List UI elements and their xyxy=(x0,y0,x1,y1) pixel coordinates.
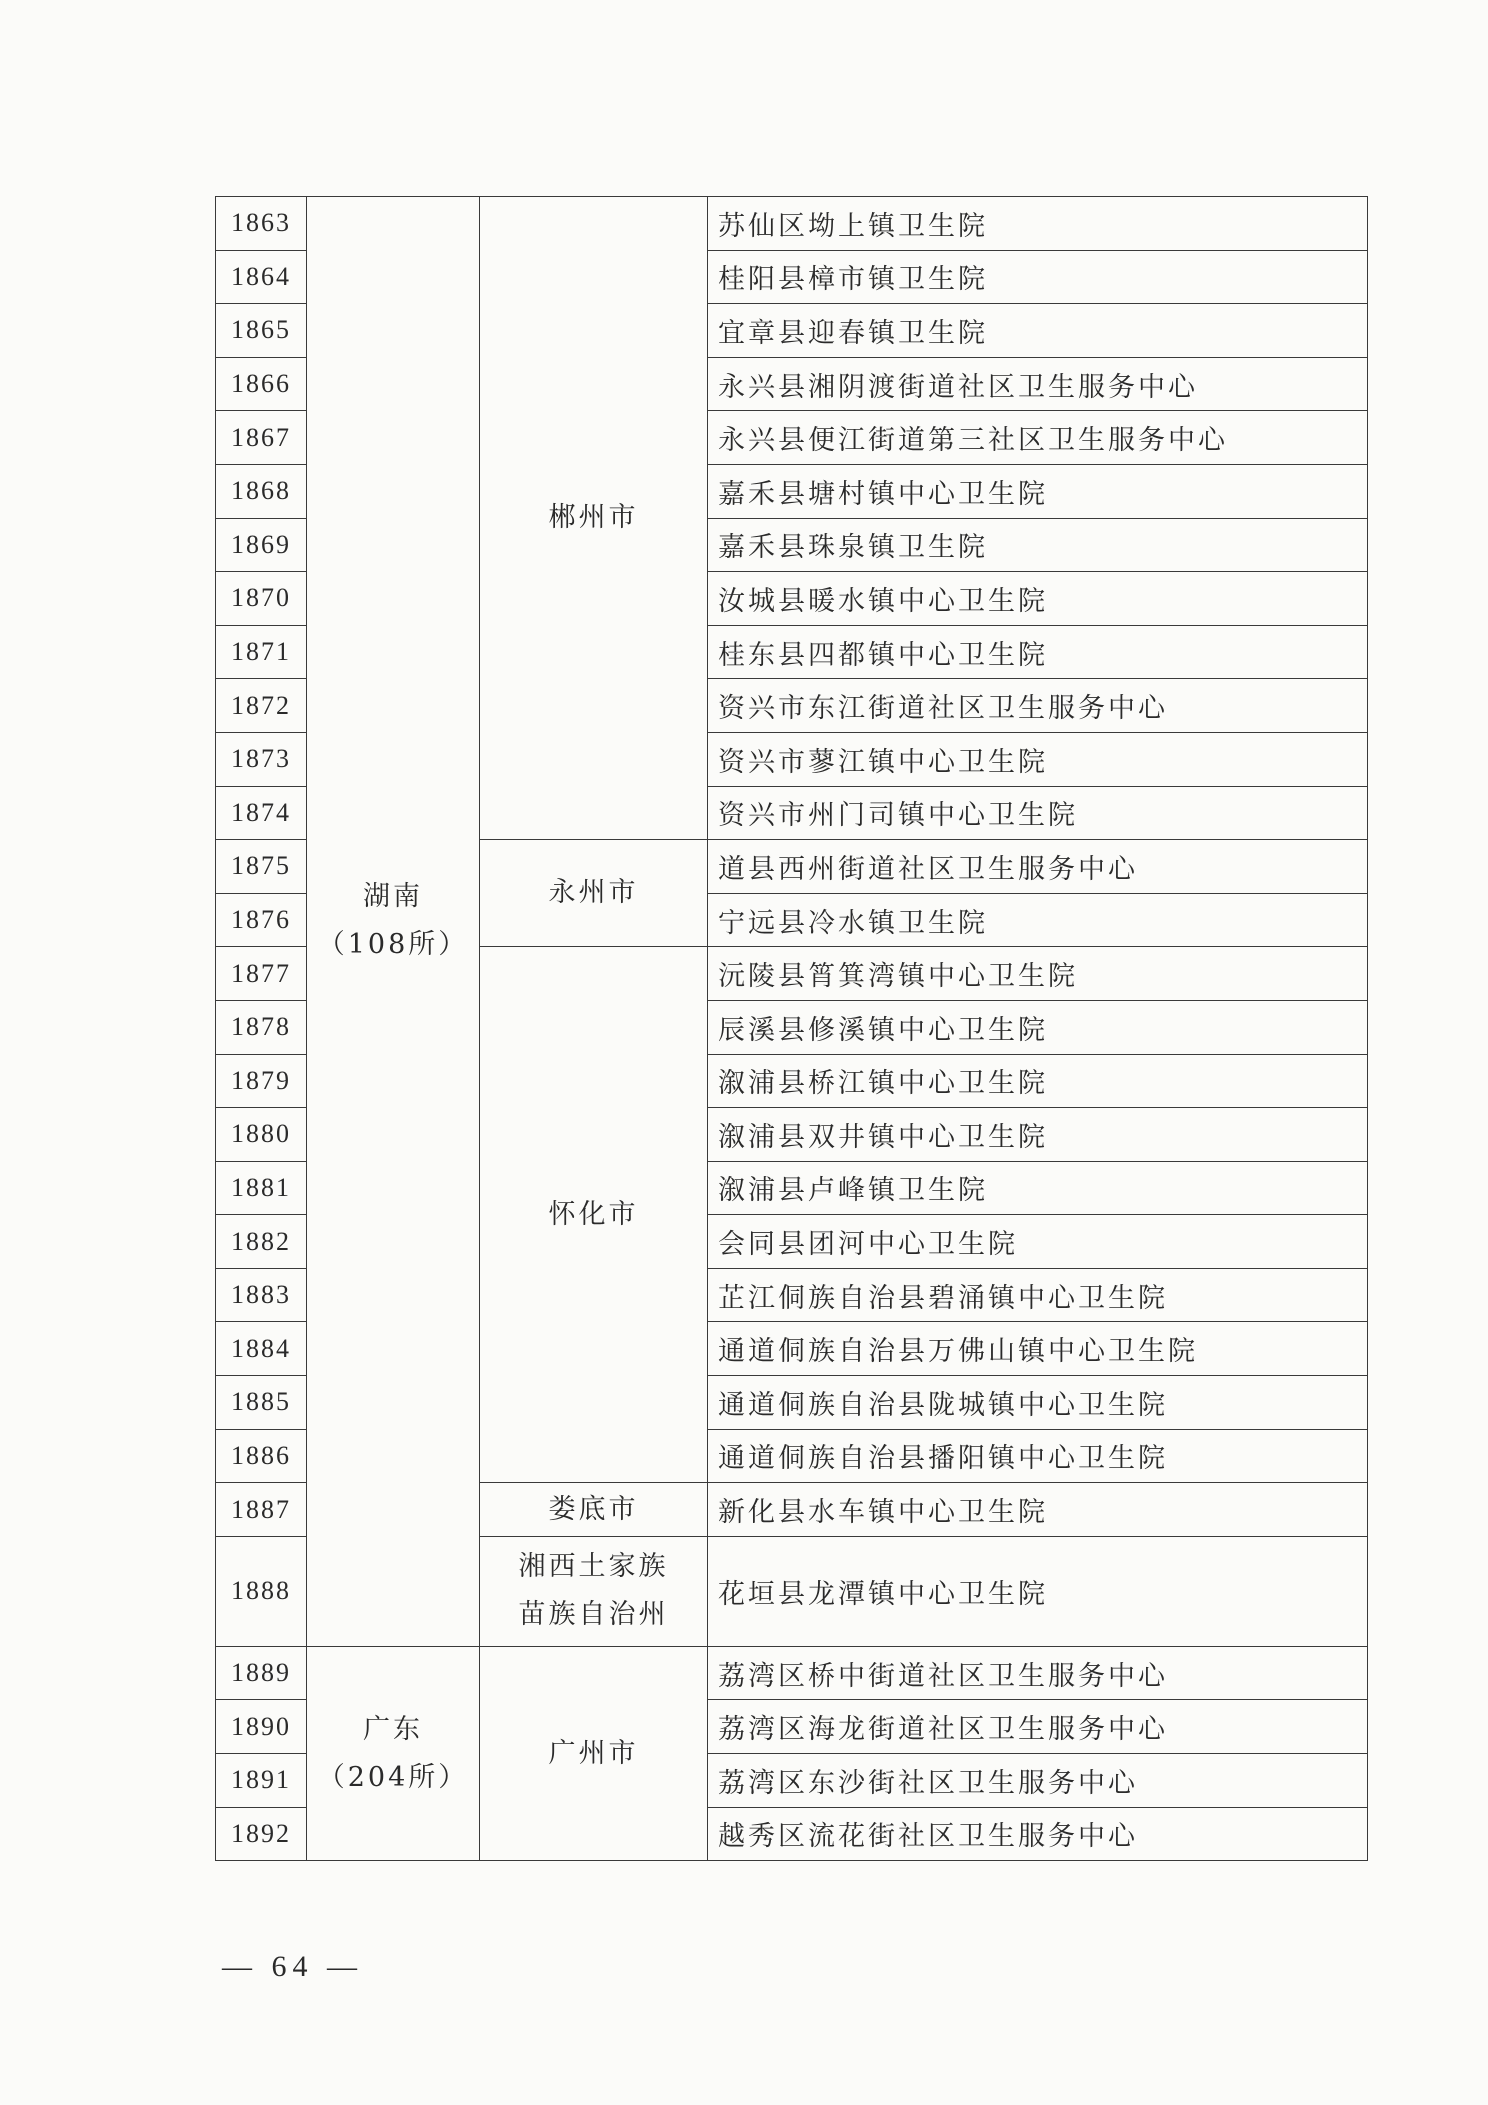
row-number: 1870 xyxy=(216,572,307,626)
row-number: 1877 xyxy=(216,947,307,1001)
facility-name: 溆浦县卢峰镇卫生院 xyxy=(708,1161,1368,1215)
table-row xyxy=(216,1646,1368,1700)
row-number: 1864 xyxy=(216,250,307,304)
facility-name: 资兴市东江街道社区卫生服务中心 xyxy=(708,679,1368,733)
row-number: 1869 xyxy=(216,518,307,572)
city-cell xyxy=(480,947,708,1483)
facility-name: 永兴县便江街道第三社区卫生服务中心 xyxy=(708,411,1368,465)
row-number: 1865 xyxy=(216,304,307,358)
facility-name: 通道侗族自治县播阳镇中心卫生院 xyxy=(708,1429,1368,1483)
row-number: 1883 xyxy=(216,1268,307,1322)
row-number: 1863 xyxy=(216,197,307,251)
facility-name: 溆浦县双井镇中心卫生院 xyxy=(708,1108,1368,1162)
facility-name: 通道侗族自治县陇城镇中心卫生院 xyxy=(708,1376,1368,1430)
province-name: 广东 xyxy=(363,1713,423,1745)
row-number: 1891 xyxy=(216,1754,307,1808)
city-cell xyxy=(480,1483,708,1537)
province-name: 湖南 xyxy=(363,881,423,913)
facility-name: 桂阳县樟市镇卫生院 xyxy=(708,250,1368,304)
facility-name: 花垣县龙潭镇中心卫生院 xyxy=(708,1536,1368,1646)
facility-name: 荔湾区海龙街道社区卫生服务中心 xyxy=(708,1700,1368,1754)
row-number: 1885 xyxy=(216,1376,307,1430)
facility-name: 越秀区流花街社区卫生服务中心 xyxy=(708,1807,1368,1861)
row-number: 1882 xyxy=(216,1215,307,1269)
row-number: 1880 xyxy=(216,1108,307,1162)
province-cell xyxy=(307,197,480,1647)
city-cell xyxy=(480,840,708,947)
row-number: 1878 xyxy=(216,1000,307,1054)
row-number: 1874 xyxy=(216,786,307,840)
table-row xyxy=(216,197,1368,251)
page-number: — 64 — xyxy=(222,1950,363,1983)
province-count: （204所） xyxy=(317,1761,469,1793)
facility-name: 宜章县迎春镇卫生院 xyxy=(708,304,1368,358)
facility-name: 苏仙区坳上镇卫生院 xyxy=(708,197,1368,251)
row-number: 1872 xyxy=(216,679,307,733)
facility-name: 桂东县四都镇中心卫生院 xyxy=(708,625,1368,679)
row-number: 1890 xyxy=(216,1700,307,1754)
row-number: 1867 xyxy=(216,411,307,465)
facility-name: 资兴市蓼江镇中心卫生院 xyxy=(708,732,1368,786)
city-name: 怀化市 xyxy=(548,1198,639,1230)
row-number: 1879 xyxy=(216,1054,307,1108)
city-name: 湘西土家族 xyxy=(518,1551,669,1583)
row-number: 1886 xyxy=(216,1429,307,1483)
facility-table xyxy=(215,196,1368,1861)
facility-name: 荔湾区东沙街社区卫生服务中心 xyxy=(708,1754,1368,1808)
city-name: 苗族自治州 xyxy=(518,1599,669,1631)
facility-name: 芷江侗族自治县碧涌镇中心卫生院 xyxy=(708,1268,1368,1322)
facility-name: 汝城县暖水镇中心卫生院 xyxy=(708,572,1368,626)
city-name: 娄底市 xyxy=(548,1493,639,1525)
facility-name: 沅陵县筲箕湾镇中心卫生院 xyxy=(708,947,1368,1001)
city-name: 郴州市 xyxy=(548,502,639,534)
row-number: 1888 xyxy=(216,1536,307,1646)
facility-name: 通道侗族自治县万佛山镇中心卫生院 xyxy=(708,1322,1368,1376)
row-number: 1868 xyxy=(216,464,307,518)
city-name: 永州市 xyxy=(548,877,639,909)
row-number: 1889 xyxy=(216,1646,307,1700)
city-cell xyxy=(480,197,708,840)
province-count: （108所） xyxy=(317,929,469,961)
row-number: 1881 xyxy=(216,1161,307,1215)
facility-name: 嘉禾县塘村镇中心卫生院 xyxy=(708,464,1368,518)
row-number: 1866 xyxy=(216,357,307,411)
row-number: 1875 xyxy=(216,840,307,894)
row-number: 1884 xyxy=(216,1322,307,1376)
row-number: 1892 xyxy=(216,1807,307,1861)
facility-name: 宁远县冷水镇卫生院 xyxy=(708,893,1368,947)
city-cell xyxy=(480,1536,708,1646)
facility-name: 嘉禾县珠泉镇卫生院 xyxy=(708,518,1368,572)
row-number: 1876 xyxy=(216,893,307,947)
facility-name: 辰溪县修溪镇中心卫生院 xyxy=(708,1000,1368,1054)
row-number: 1873 xyxy=(216,732,307,786)
row-number: 1871 xyxy=(216,625,307,679)
facility-name: 道县西州街道社区卫生服务中心 xyxy=(708,840,1368,894)
facility-name: 荔湾区桥中街道社区卫生服务中心 xyxy=(708,1646,1368,1700)
province-cell xyxy=(307,1646,480,1860)
facility-name: 永兴县湘阴渡街道社区卫生服务中心 xyxy=(708,357,1368,411)
facility-name: 新化县水车镇中心卫生院 xyxy=(708,1483,1368,1537)
row-number: 1887 xyxy=(216,1483,307,1537)
facility-name: 溆浦县桥江镇中心卫生院 xyxy=(708,1054,1368,1108)
city-name: 广州市 xyxy=(548,1737,639,1769)
facility-table-body xyxy=(216,197,1368,1861)
facility-name: 资兴市州门司镇中心卫生院 xyxy=(708,786,1368,840)
city-cell xyxy=(480,1646,708,1860)
facility-name: 会同县团河中心卫生院 xyxy=(708,1215,1368,1269)
